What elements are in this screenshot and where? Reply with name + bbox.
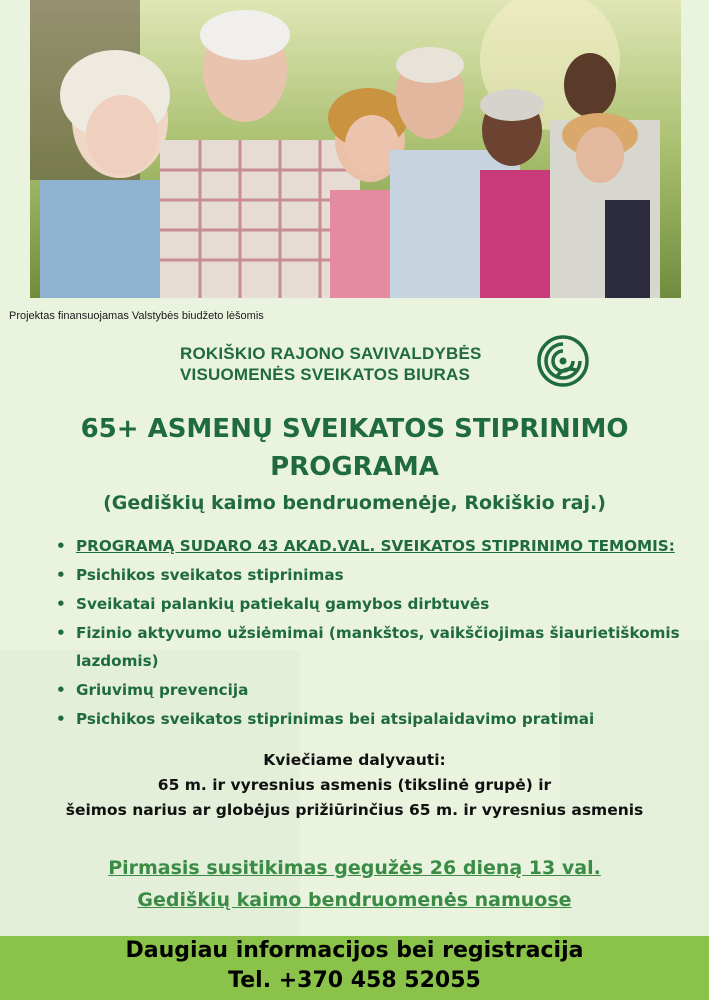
seniors-group-photo [30, 0, 681, 298]
funding-note: Projektas finansuojamas Valstybės biudžeto lėšomis [9, 310, 264, 322]
organization-name [180, 343, 482, 385]
first-meeting [0, 852, 709, 916]
list-item: • Fizinio aktyvumo užsiėmimai (mankštos, vaikščiojimas šiaurietiškomis lazdomis) [56, 619, 701, 675]
contact-info-heading: Daugiau informacijos bei registracija [125, 938, 584, 963]
invitation-family: šeimos narius ar globėjus prižiūrinčius 65 m. ir vyresnius asmenis [65, 801, 644, 819]
program-location: (Gediškių kaimo bendruomenėje, Rokiškio raj.) [103, 492, 606, 514]
contact-phone: Tel. +370 458 52055 [228, 968, 481, 993]
spiral-leaf-logo-icon [536, 334, 590, 388]
organization-name-line2: VISUOMENĖS SVEIKATOS BIURAS [180, 365, 471, 384]
list-item: • Sveikatai palankių patiekalų gamybos dirbtuvės [56, 590, 701, 618]
organization-name-line1: ROKIŠKIO RAJONO SAVIVALDYBĖS [180, 344, 482, 363]
contact-band [0, 936, 709, 1000]
list-item: • Griuvimų prevencija [56, 676, 701, 704]
topics-list [56, 532, 701, 734]
list-item: • Psichikos sveikatos stiprinimas [56, 561, 701, 589]
program-title [0, 410, 709, 486]
program-title-line2: PROGRAMA [270, 452, 439, 482]
invitation-heading: Kviečiame dalyvauti: [263, 751, 446, 769]
invitation-target-group: 65 m. ir vyresnius asmenis (tikslinė grupė) ir [157, 776, 552, 794]
invitation [0, 748, 709, 823]
list-item: • Psichikos sveikatos stiprinimas bei atsipalaidavimo pratimai [56, 705, 701, 733]
program-title-line1: 65+ ASMENŲ SVEIKATOS STIPRINIMO [80, 414, 629, 444]
list-item: • PROGRAMĄ SUDARO 43 AKAD.VAL. SVEIKATOS STIPRINIMO TEMOMIS: [56, 532, 701, 560]
first-meeting-place: Gediškių kaimo bendruomenės namuose [137, 889, 572, 911]
first-meeting-date: Pirmasis susitikimas gegužės 26 dieną 13 val. [108, 857, 601, 879]
seniors-photo-illustration [30, 0, 681, 298]
